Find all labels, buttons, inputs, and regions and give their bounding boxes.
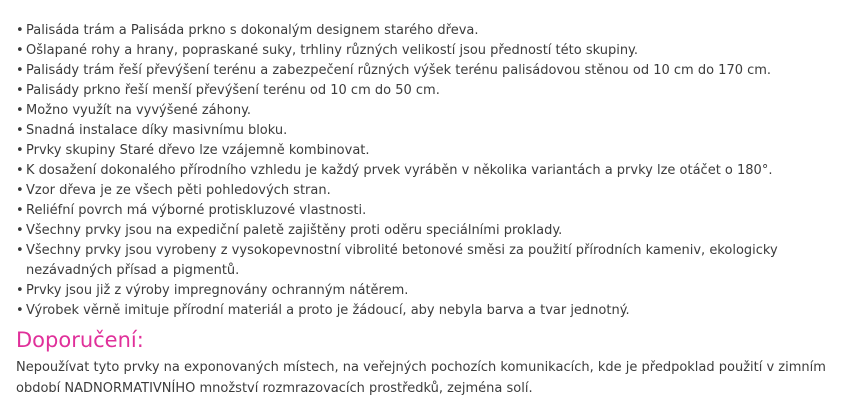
feature-item [16, 121, 842, 141]
bullet-icon: • [16, 223, 24, 238]
feature-text: K dosažení dokonalého přírodního vzhledu je každý prvek vyráběn v několika variantách a prvky lze otáčet o 180°. [26, 163, 773, 178]
feature-item [16, 221, 842, 241]
feature-item [16, 281, 842, 301]
feature-text: Palisády prkno řeší menší převýšení terénu od 10 cm do 50 cm. [26, 83, 440, 98]
feature-text: Vzor dřeva je ze všech pěti pohledových stran. [26, 183, 331, 198]
feature-item [16, 141, 842, 161]
feature-list [16, 21, 842, 321]
feature-text: Prvky jsou již z výroby impregnovány ochranným nátěrem. [26, 283, 409, 298]
feature-text: Všechny prvky jsou na expediční paletě zajištěny proti oděru speciálními proklady. [26, 223, 563, 238]
bullet-icon: • [16, 243, 24, 258]
bullet-icon: • [16, 203, 24, 218]
bullet-icon: • [16, 123, 24, 138]
bullet-icon: • [16, 143, 24, 158]
bullet-icon: • [16, 283, 24, 298]
feature-item [16, 161, 842, 181]
feature-text: Všechny prvky jsou vyrobeny z vysokopevnostní vibrolité betonové směsi za použití přírodních kameniv, ekologicky nezávadných přísad a pigmentů. [26, 243, 778, 278]
feature-text: Prvky skupiny Staré dřevo lze vzájemně kombinovat. [26, 143, 370, 158]
feature-item [16, 241, 842, 281]
bullet-icon: • [16, 303, 24, 318]
feature-text: Palisáda trám a Palisáda prkno s dokonalým designem starého dřeva. [26, 23, 479, 38]
recommendation-heading: Doporučení: [16, 328, 144, 352]
bullet-icon: • [16, 63, 24, 78]
bullet-icon: • [16, 43, 24, 58]
feature-item [16, 61, 842, 81]
feature-text: Výrobek věrně imituje přírodní materiál a proto je žádoucí, aby nebyla barva a tvar jednotný. [26, 303, 630, 318]
bullet-icon: • [16, 163, 24, 178]
feature-text: Ošlapané rohy a hrany, popraskané suky, trhliny různých velikostí jsou předností této skupiny. [26, 43, 639, 58]
feature-text: Snadná instalace díky masivnímu bloku. [26, 123, 288, 138]
feature-item [16, 41, 842, 61]
feature-item [16, 101, 842, 121]
feature-item [16, 181, 842, 201]
bullet-icon: • [16, 183, 24, 198]
feature-text: Reliéfní povrch má výborné protiskluzové vlastnosti. [26, 203, 367, 218]
feature-text: Možno využít na vyvýšené záhony. [26, 103, 252, 118]
feature-item [16, 201, 842, 221]
bullet-icon: • [16, 83, 24, 98]
feature-item [16, 301, 842, 321]
feature-text: Palisády trám řeší převýšení terénu a zabezpečení různých výšek terénu palisádovou stěnou od 10 cm do 170 cm. [26, 63, 772, 78]
bullet-icon: • [16, 23, 24, 38]
bullet-icon: • [16, 103, 24, 118]
feature-item [16, 21, 842, 41]
recommendation-text: Nepoužívat tyto prvky na exponovaných místech, na veřejných pochozích komunikacích, kde je předpoklad použití v zimním období NADNORMATIVNÍHO množství rozmrazovacích prostředků, zejména solí. [16, 360, 826, 396]
feature-item [16, 81, 842, 101]
